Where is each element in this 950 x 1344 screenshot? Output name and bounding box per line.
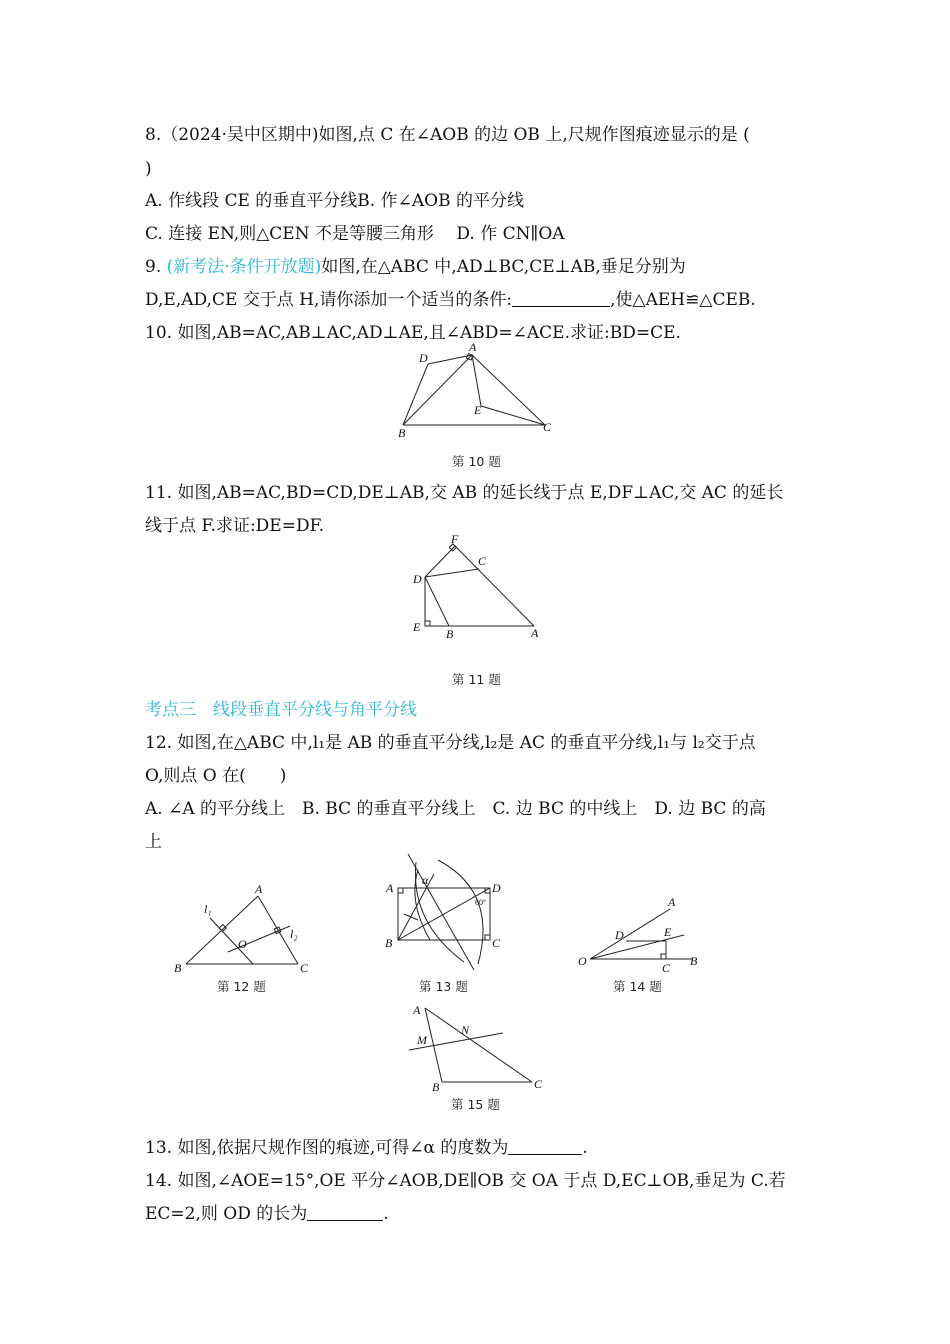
fig14-line-oa bbox=[590, 909, 670, 959]
q13-text-a: 13. 如图,依据尺规作图的痕迹,可得∠α 的度数为 bbox=[145, 1138, 509, 1158]
fig14-label-c: C bbox=[662, 961, 671, 975]
fig15-line-ac bbox=[425, 1008, 532, 1082]
fig12-right-angle-1 bbox=[219, 924, 226, 931]
q13-text-b: . bbox=[582, 1138, 588, 1158]
q14-text-a: EC=2,则 OD 的长为 bbox=[145, 1204, 308, 1224]
q11-line-dc bbox=[425, 569, 479, 577]
q10-label-c: C bbox=[543, 420, 552, 434]
q11-label-a: A bbox=[531, 626, 539, 640]
fig15-label-b: B bbox=[432, 1080, 440, 1094]
fig14-label-d: D bbox=[615, 928, 624, 942]
fig13-label-c: C bbox=[492, 936, 501, 950]
fig12 bbox=[170, 880, 315, 980]
q11-caption: 第 11 题 bbox=[452, 672, 501, 687]
q12-options: A. ∠A 的平分线上 B. BC 的垂直平分线上 C. 边 BC 的中线上 D. 边 BC 的高 bbox=[145, 799, 766, 819]
fig15-caption: 第 15 题 bbox=[451, 1097, 500, 1112]
fig13-label-angle: 60° bbox=[475, 898, 487, 907]
q10-label-a: A bbox=[469, 340, 477, 354]
fig13-label-d: D bbox=[492, 881, 501, 895]
q14-text-b: . bbox=[383, 1204, 389, 1224]
q14-stem: 14. 如图,∠AOE=15°,OE 平分∠AOB,DE∥OB 交 OA 于点 D,EC⊥OB,垂足为 C.若 bbox=[145, 1171, 786, 1191]
q13-stem bbox=[145, 1136, 805, 1160]
fig15-label-m: M bbox=[417, 1033, 427, 1047]
fig13-label-alpha: α bbox=[422, 873, 429, 887]
fig14-label-o: O bbox=[578, 954, 587, 968]
q11-line-df bbox=[425, 546, 455, 577]
q9-tag: (新考法·条件开放题) bbox=[166, 257, 322, 277]
fig14-right-angle-c bbox=[661, 954, 666, 959]
q10-label-d: D bbox=[419, 351, 428, 365]
fig13-label-b: B bbox=[385, 936, 393, 950]
q11-stem: 11. 如图,AB=AC,BD=CD,DE⊥AB,交 AB 的延长线于点 E,DF⊥AC,交 AC 的延长 bbox=[145, 483, 784, 503]
fig14-caption: 第 14 题 bbox=[613, 979, 662, 994]
fig15-label-c: C bbox=[534, 1077, 543, 1091]
q10-figure bbox=[395, 340, 565, 440]
q12-stem-line2: O,则点 O 在( ) bbox=[145, 766, 287, 786]
q10-label-e: E bbox=[474, 403, 482, 417]
q9-stem-line2 bbox=[145, 288, 805, 312]
fig12-label-a: A bbox=[255, 882, 263, 896]
fig15-label-n: N bbox=[461, 1023, 470, 1037]
q11-label-b: B bbox=[446, 627, 454, 641]
q11-right-angle-e bbox=[425, 621, 430, 626]
q9-number: 9. bbox=[145, 257, 162, 277]
q10-caption: 第 10 题 bbox=[452, 454, 501, 469]
fig13-caption: 第 13 题 bbox=[419, 979, 468, 994]
q11-line-db bbox=[425, 577, 449, 626]
fig14-label-a: A bbox=[668, 895, 676, 909]
q9-answer-blank[interactable] bbox=[512, 288, 610, 307]
q9-stem-rest: 如图,在△ABC 中,AD⊥BC,CE⊥AB,垂足分别为 bbox=[321, 257, 686, 277]
q10-stem: 10. 如图,AB=AC,AB⊥AC,AD⊥AE,且∠ABD=∠ACE.求证:BD=CE. bbox=[145, 323, 681, 343]
q10-line-ba bbox=[403, 355, 472, 425]
q9-stem bbox=[145, 255, 805, 279]
fig12-caption: 第 12 题 bbox=[217, 979, 266, 994]
q11-label-d: D bbox=[413, 572, 422, 586]
q13-answer-blank[interactable] bbox=[508, 1136, 582, 1155]
q8-stem-close: ) bbox=[145, 159, 152, 179]
q8-stem: 8.（2024·吴中区期中)如图,点 C 在∠AOB 的边 OB 上,尺规作图痕迹显示的是 ( bbox=[145, 125, 750, 145]
q8-option-c-d: C. 连接 EN,则△CEN 不是等腰三角形 D. 作 CN∥OA bbox=[145, 224, 565, 244]
fig12-line-ba bbox=[186, 896, 258, 964]
q11-line-fa bbox=[455, 546, 534, 626]
q11-label-c: C bbox=[478, 554, 487, 568]
fig13-right-angle-a bbox=[398, 888, 403, 893]
fig13 bbox=[380, 852, 510, 972]
q9-text-a: D,E,AD,CE 交于点 H,请你添加一个适当的条件: bbox=[145, 290, 513, 310]
q11-figure bbox=[405, 533, 545, 641]
q11-label-e: E bbox=[413, 620, 421, 634]
q10-line-ad bbox=[428, 355, 472, 364]
fig13-label-a: A bbox=[386, 881, 394, 895]
fig12-label-b: B bbox=[174, 961, 182, 975]
q11-label-f: F bbox=[451, 532, 459, 546]
fig12-label-c: C bbox=[300, 961, 309, 975]
fig13-right-angle-c bbox=[485, 935, 490, 940]
q9-text-b: ,使△AEH≌△CEB. bbox=[610, 290, 756, 310]
fig14-label-b: B bbox=[690, 954, 698, 968]
q12-options-cont: 上 bbox=[145, 832, 162, 852]
fig14 bbox=[572, 893, 707, 978]
fig13-tick bbox=[404, 914, 418, 920]
fig15 bbox=[405, 1000, 550, 1095]
fig12-label-o: O bbox=[238, 937, 247, 951]
q11-stem-line2: 线于点 F.求证:DE=DF. bbox=[145, 516, 325, 536]
q12-stem: 12. 如图,在△ABC 中,l₁是 AB 的垂直平分线,l₂是 AC 的垂直平分线,l₁与 l₂交于点 bbox=[145, 733, 756, 753]
fig15-label-a: A bbox=[413, 1003, 421, 1017]
q10-label-b: B bbox=[398, 426, 406, 440]
fig13-arc-large bbox=[438, 860, 483, 964]
q14-answer-blank[interactable] bbox=[307, 1202, 383, 1221]
q14-stem-line2 bbox=[145, 1202, 805, 1226]
q8-option-a-b: A. 作线段 CE 的垂直平分线B. 作∠AOB 的平分线 bbox=[145, 191, 524, 211]
fig14-label-e: E bbox=[664, 925, 672, 939]
section-title: 考点三 线段垂直平分线与角平分线 bbox=[145, 700, 417, 720]
q10-line-bd bbox=[403, 364, 428, 425]
fig12-label-l2: l₂ bbox=[290, 927, 298, 941]
fig12-label-l1: l₁ bbox=[204, 902, 212, 916]
